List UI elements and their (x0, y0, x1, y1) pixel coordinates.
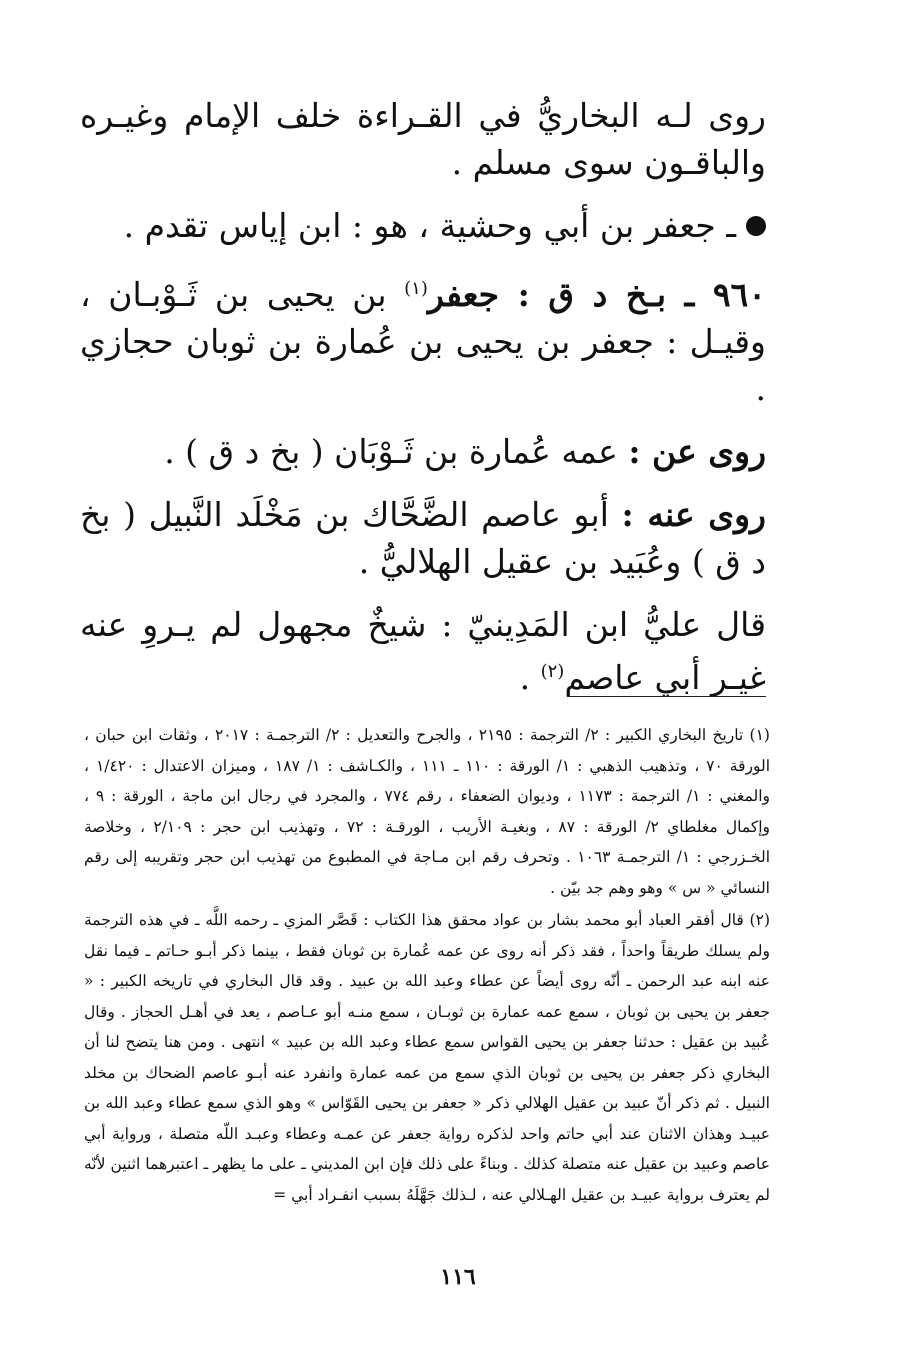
narrated-from (80, 428, 766, 475)
footnote-ref-2: (٢) (540, 661, 565, 682)
footnote-ref-1: (١) (404, 278, 428, 299)
entry-heading: ٩٦٠ ـ بـخ د ق : جعفر (427, 275, 766, 314)
narrated-by (80, 491, 766, 585)
footnote-2: (٢) قال أفقر العباد أبو محمد بشار بن عواد محقق هذا الكتاب : قَصَّر المزي ـ رحمه اللَّه ـ في هذه الترجمة ولم يسلك طريقاً واحداً ، فقد ذكر أنه روى عن عمه عُمارة بن ثوبان فقط ، بينما ذكر أبـو حـاتم ـ فيما نقل عنه ابنه عبد الرحمن ـ أنّه روى أيضاً عن عطاء وعبد الله بن عبيد . وقد قال البخاري في تاريخه الكبير : « جعفر بن يحيى بن ثوبان ، سمع عمه عمارة بن ثوبـان ، سمع منـه أبو عـاصم ، يعد في أهـل الحجاز . وقال عُبيد بن عقيل : حدثنا جعفر بن يحيى القواس سمع عطاء وعبد الله بن عبيد » انتهى . ومن هنا يتضح لنا أن البخاري ذكر جعفر بن يحيى بن ثوبان الذي سمع من عمه عمارة وانفرد عنه أبـو عاصم الضحاك بن مخلد النبيل . ثم ذكر أنّ عبيد بن عقيل الهلالي ذكر « جعفر بن يحيى القَوّاس » وهو الذي سمع عطاء وعبد الله بن عبيـد وهذان الاثنان عند أبي حاتم واحد لذكره رواية جعفر عن عمـه وعطاء وعبـد اللّه متصلة ، ورواية أبي عاصم وعبيد بن عقيل عنه متصلة كذلك . وبناءً على ذلك فإن ابن المديني ـ على ما يظهر ـ اعتبرهما اثنين لأنّه لم يعترف برواية عبيـد بن عقيل الهـلالي عنه ، لـذلك جَهَّلَهُ بسبب انفـراد أبي = (84, 911, 770, 1204)
statement-end: . (519, 658, 541, 697)
footnote-1: (١) تاريخ البخاري الكبير : ٢/ الترجمة : ٢١٩٥ ، والجرح والتعديل : ٢/ الترجمـة : ٢٠١٧ ، وثقات ابن حبان ، الورقة ٧٠ ، وتذهيب الذهبي : ١/ الورقة : ١١٠ ـ ١١١ ، والكـاشف : ١/ ١٨٧ ، وميزان الاعتدال : ١/٤٢٠ ، والمغني : ١/ الترجمة : ١١٧٣ ، وديوان الضعفاء ، رقم ٧٧٤ ، والمجرد في رجال ابن ماجة ، الورقة : ٩ ، وإكمال مغلطاي ٢/ الورقة : ٨٧ ، وبغيـة الأريب ، الورقـة : ٧٢ ، وتهذيب ابن حجر : ٢/١٠٩ ، وخلاصة الخـزرجي : ١/ الترجمـة ١٠٦٣ . وتحرف رقم ابن مـاجة في المطبوع من تهذيب ابن حجر وتقريبه إلى رقم النسائي « س » وهو وهم جد بيّن . (84, 726, 771, 897)
bullet-entry (80, 202, 766, 249)
entry-960 (80, 265, 766, 412)
paragraph-bukhari: روى لـه البخاريُّ في القـراءة خلف الإمام وغيـره والباقـون سوى مسلم . (80, 96, 766, 182)
narrated-from-text: عمه عُمارة بن ثَـوْبَان ( بخ د ق ) . (164, 432, 629, 471)
statement-text: قال عليُّ ابن المَدِينيّ : شيخٌ مجهول لم يـروِ عنه غيـر أبي عاصم (80, 605, 766, 697)
bullet-entry-text: ـ جعفر بن أبي وحشية ، هو : ابن إياس تقدم . (123, 206, 736, 245)
main-text (80, 92, 766, 717)
narrated-by-label: روى عنه : (621, 495, 766, 534)
bullet-icon (746, 216, 766, 236)
ibn-madini-statement (80, 601, 766, 701)
entry-text: بن يحيى بن ثَـوْبـان ، وقيـل : جعفر بن يحيى بن عُمارة بن ثوبان حجازي . (80, 275, 766, 408)
footnote-divider (568, 696, 766, 697)
narrated-by-text: أبو عاصم الضَّحَّاك بن مَخْلَد النَّبيل ( بخ د ق ) وعُبَيد بن عقيل الهلاليُّ . (80, 495, 766, 581)
narrated-from-label: روى عن : (628, 432, 766, 471)
page-number: ١١٦ (440, 1264, 476, 1290)
footnotes (84, 720, 770, 1212)
